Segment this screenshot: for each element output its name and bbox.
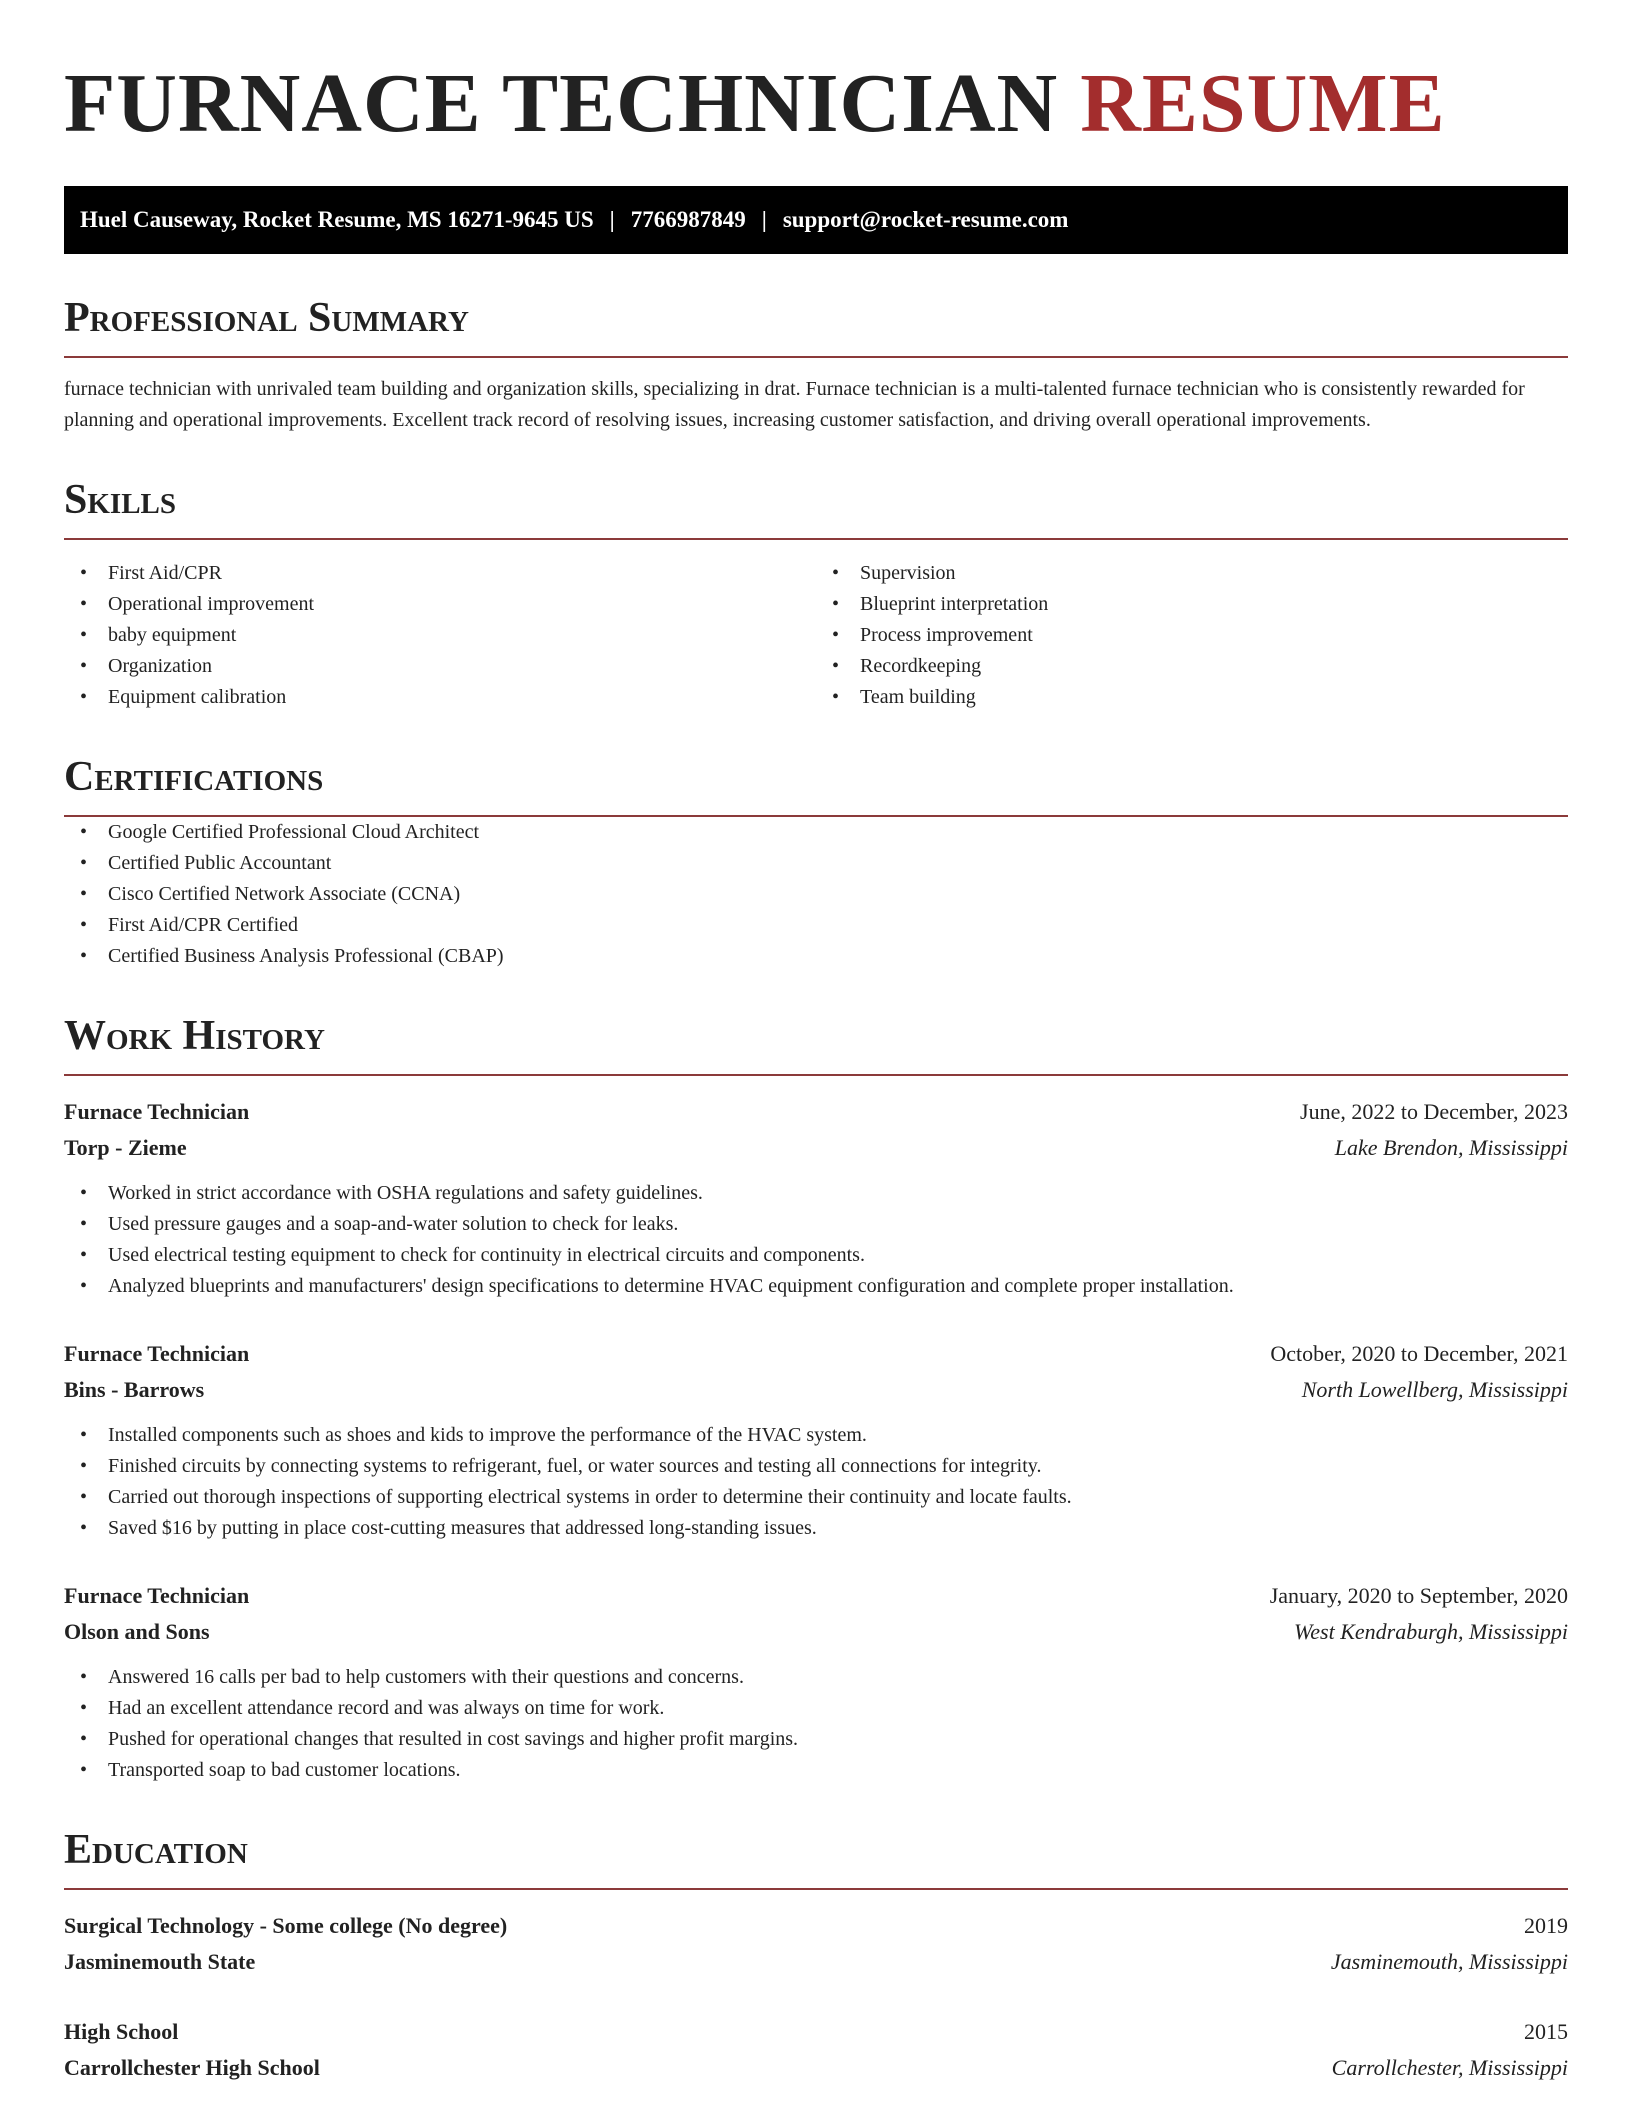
skill-item: • First Aid/CPR xyxy=(64,558,816,589)
certification-item: • Cisco Certified Network Associate (CCNA) xyxy=(64,879,1568,910)
job-title: Furnace Technician xyxy=(64,1099,250,1124)
contact-phone: 7766987849 xyxy=(630,207,746,232)
section-heading: Skills xyxy=(64,476,1568,540)
summary-text: furnace technician with unrivaled team building and organization skills, specializing in drat. Furnace technician is a multi-talented furnace technician who is consistently rewarded for planning and operational improvements. Excellent track record of resolving issues, increasing customer satisfaction, and driving overall operational improvements. xyxy=(64,378,1525,431)
job-location: North Lowellberg, Mississippi xyxy=(1301,1377,1568,1402)
education-school: Jasminemouth State xyxy=(64,1949,256,1974)
skill-item: • Team building xyxy=(816,682,1568,713)
certification-item: • Google Certified Professional Cloud Architect xyxy=(64,817,1568,848)
job-bullet: • Finished circuits by connecting systems to refrigerant, fuel, or water sources and testing all connections for integrity. xyxy=(64,1451,1568,1482)
education-degree: Surgical Technology - Some college (No degree) xyxy=(64,1913,508,1938)
skill-item: • Blueprint interpretation xyxy=(816,589,1568,620)
certification-item: • Certified Business Analysis Professional (CBAP) xyxy=(64,941,1568,972)
skills-column-right xyxy=(816,558,1568,713)
contact-email: support@rocket-resume.com xyxy=(782,207,1069,232)
contact-separator: | xyxy=(761,207,767,232)
job-title: Furnace Technician xyxy=(64,1583,250,1608)
education-school: Carrollchester High School xyxy=(64,2055,320,2080)
job-bullet: • Worked in strict accordance with OSHA regulations and safety guidelines. xyxy=(64,1178,1568,1209)
certification-item: • First Aid/CPR Certified xyxy=(64,910,1568,941)
job-location: West Kendraburgh, Mississippi xyxy=(1293,1619,1568,1644)
skills-column-left xyxy=(64,558,816,713)
education-year: 2015 xyxy=(1524,2019,1568,2044)
work-history-section xyxy=(64,1012,1568,1786)
skill-item: • Equipment calibration xyxy=(64,682,816,713)
job-dates: June, 2022 to December, 2023 xyxy=(1300,1099,1568,1124)
skill-item: • baby equipment xyxy=(64,620,816,651)
skill-item: • Organization xyxy=(64,651,816,682)
certification-list xyxy=(64,817,1568,972)
job-bullet: • Used electrical testing equipment to check for continuity in electrical circuits and components. xyxy=(64,1240,1568,1271)
job-bullet: • Used pressure gauges and a soap-and-water solution to check for leaks. xyxy=(64,1209,1568,1240)
job-bullet: • Transported soap to bad customer locations. xyxy=(64,1755,1568,1786)
section-heading: Work History xyxy=(64,1012,1568,1076)
education-degree: High School xyxy=(64,2019,179,2044)
job-entry xyxy=(64,1578,1568,1786)
education-section xyxy=(64,1826,1568,2086)
job-bullet: • Saved $16 by putting in place cost-cutting measures that addressed long-standing issues. xyxy=(64,1513,1568,1544)
skill-item: • Operational improvement xyxy=(64,589,816,620)
certifications-section xyxy=(64,753,1568,972)
job-bullet: • Installed components such as shoes and kids to improve the performance of the HVAC system. xyxy=(64,1420,1568,1451)
education-year: 2019 xyxy=(1524,1913,1568,1938)
education-entry xyxy=(64,2014,1568,2086)
title-accent: RESUME xyxy=(1080,57,1446,150)
skills-section xyxy=(64,476,1568,713)
resume-title xyxy=(64,56,1568,152)
skill-item: • Recordkeeping xyxy=(816,651,1568,682)
job-bullet: • Answered 16 calls per bad to help customers with their questions and concerns. xyxy=(64,1662,1568,1693)
education-entry xyxy=(64,1908,1568,1980)
job-entry xyxy=(64,1094,1568,1302)
certification-item: • Certified Public Accountant xyxy=(64,848,1568,879)
education-location: Jasminemouth, Mississippi xyxy=(1330,1949,1568,1974)
job-location: Lake Brendon, Mississippi xyxy=(1334,1135,1568,1160)
skills-grid xyxy=(64,558,1568,713)
job-bullet: • Carried out thorough inspections of supporting electrical systems in order to determine their continuity and locate faults. xyxy=(64,1482,1568,1513)
job-bullet: • Had an excellent attendance record and was always on time for work. xyxy=(64,1693,1568,1724)
job-entry xyxy=(64,1336,1568,1544)
job-company: Olson and Sons xyxy=(64,1619,210,1644)
title-main: FURNACE TECHNICIAN xyxy=(64,57,1059,150)
section-heading: Education xyxy=(64,1826,1568,1890)
skill-item: • Process improvement xyxy=(816,620,1568,651)
job-company: Bins - Barrows xyxy=(64,1377,205,1402)
contact-separator: | xyxy=(609,207,615,232)
job-dates: October, 2020 to December, 2021 xyxy=(1270,1341,1568,1366)
skill-item: • Supervision xyxy=(816,558,1568,589)
job-bullet: • Pushed for operational changes that resulted in cost savings and higher profit margins. xyxy=(64,1724,1568,1755)
job-dates: January, 2020 to September, 2020 xyxy=(1269,1583,1568,1608)
section-heading: Certifications xyxy=(64,753,1568,817)
section-heading: Professional Summary xyxy=(64,294,1568,358)
summary-section xyxy=(64,294,1568,436)
contact-bar xyxy=(64,186,1568,254)
education-location: Carrollchester, Mississippi xyxy=(1331,2055,1568,2080)
contact-address: Huel Causeway, Rocket Resume, MS 16271-9645 US xyxy=(80,207,594,232)
job-company: Torp - Zieme xyxy=(64,1135,187,1160)
job-bullet: • Analyzed blueprints and manufacturers' design specifications to determine HVAC equipment configuration and complete proper installation. xyxy=(64,1271,1568,1302)
job-title: Furnace Technician xyxy=(64,1341,250,1366)
